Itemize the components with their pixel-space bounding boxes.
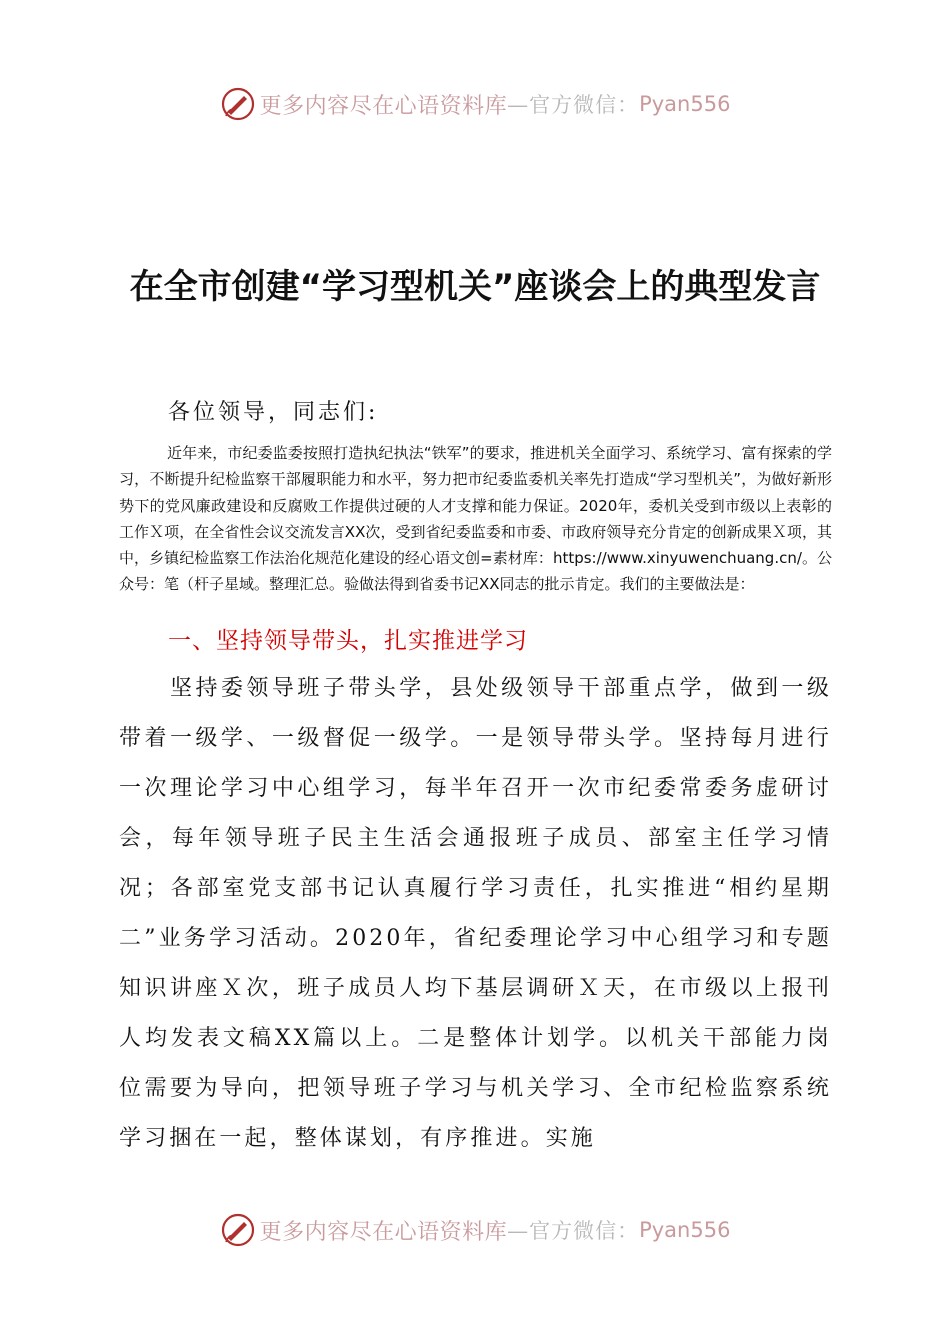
header-watermark-banner bbox=[0, 84, 950, 124]
banner-wechat-id: Pyan556 bbox=[639, 1218, 731, 1242]
banner-main-text: 更多内容尽在心语资料库 bbox=[259, 93, 508, 119]
section-heading: 一、坚持领导带头，扎实推进学习 bbox=[168, 628, 528, 654]
banner-main-text: 更多内容尽在心语资料库 bbox=[259, 1219, 508, 1245]
salutation: 各位领导，同志们: bbox=[168, 400, 379, 425]
body-paragraph: 坚持委领导班子带头学，县处级领导干部重点学，做到一级带着一级学、一级督促一级学。一是领导带头学。坚持每月进行一次理论学习中心组学习，每半年召开一次市纪委常委务虚研讨会，每年领导班子民主生活会通报班子成员、部室主任学习情况；各部室党支部书记认真履行学习责任，扎实推进“相约星期二”业务学习活动。2020年，省纪委理论学习中心组学习和专题知识讲座Ｘ次，班子成员人均下基层调研Ｘ天，在市级以上报刊人均发表文稿XX篇以上。二是整体计划学。以机关干部能力岗位需要为导向，把领导班子学习与机关学习、全市纪检监察系统学习捆在一起，整体谋划，有序推进。实施 bbox=[119, 676, 832, 1151]
document-title: 在全市创建“学习型机关”座谈会上的典型发言 bbox=[129, 267, 821, 307]
banner-wechat-label: —官方微信： bbox=[507, 1219, 640, 1243]
banner-wechat-id: Pyan556 bbox=[639, 92, 731, 116]
intro-paragraph: 近年来，市纪委监委按照打造执纪执法“铁军”的要求，推进机关全面学习、系统学习、富有探索的学习，不断提升纪检监察干部履职能力和水平，努力把市纪委监委机关率先打造成“学习型机关”，为做好新形势下的党风廉政建设和反腐败工作提供过硬的人才支撑和能力保证。2020年，委机关受到市级以上表彰的工作Ｘ项，在全省性会议交流发言XX次，受到省纪委监委和市委、市政府领导充分肯定的创新成果Ｘ项，其中，乡镇纪检监察工作法治化规范化建设的经心语文创=素材库：https://www.xinyuwenchuang.cn/。公众号：笔（杆子星域。整理汇总。验做法得到省委书记XX同志的批示肯定。我们的主要做法是： bbox=[119, 444, 832, 594]
footer-watermark-banner bbox=[0, 1210, 950, 1250]
pen-logo-icon bbox=[220, 1212, 256, 1248]
pen-logo-icon bbox=[220, 86, 256, 122]
banner-wechat-label: —官方微信： bbox=[507, 93, 640, 117]
